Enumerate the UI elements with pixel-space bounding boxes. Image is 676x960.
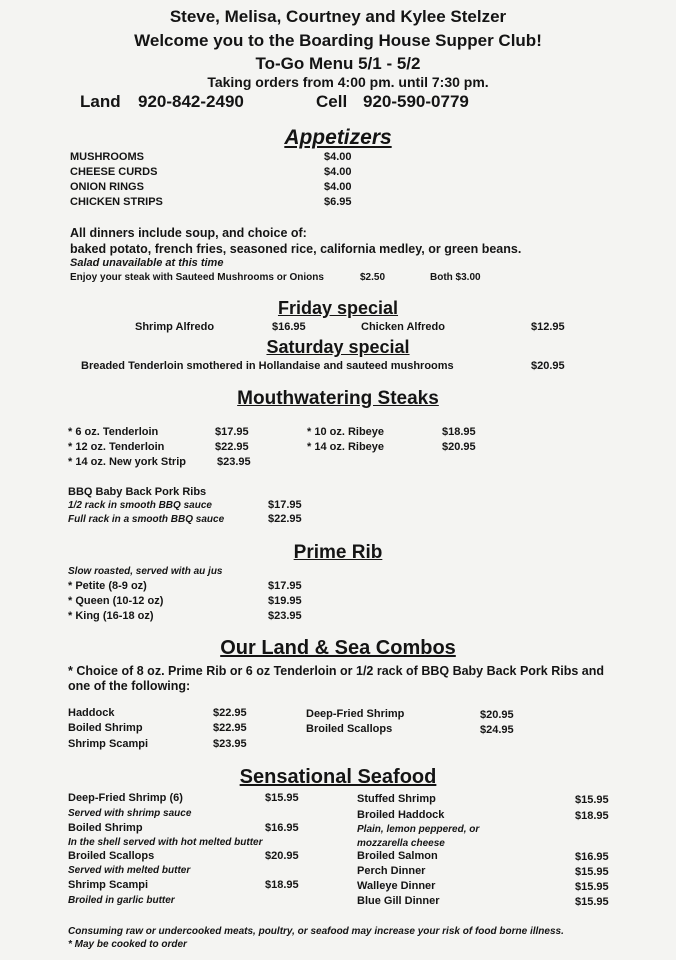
prime-rib-title: Prime Rib [293,542,383,563]
combo-price: $22.95 [213,722,247,734]
seafood-name: Broiled Scallops [68,850,155,862]
header-welcome: Welcome you to the Boarding House Supper Club! [134,31,542,50]
combos-description-cont: one of the following: [68,679,191,693]
saturday-item-name: Breaded Tenderloin smothered in Hollandaise and sauteed mushrooms [81,360,454,372]
seafood-name: Perch Dinner [357,865,426,877]
steak-name: * 10 oz. Ribeye [307,426,385,438]
combo-name: Deep-Fried Shrimp [306,708,405,720]
steak-name: * 12 oz. Tenderloin [68,441,165,453]
appetizer-name: ONION RINGS [70,181,144,193]
combo-price: $24.95 [480,724,514,736]
combo-name: Broiled Scallops [306,723,393,735]
combo-name: Shrimp Scampi [68,738,149,750]
seafood-price: $18.95 [265,879,299,891]
seafood-price: $16.95 [265,822,299,834]
cooked-to-order-note: * May be cooked to order [68,939,187,950]
combos-description: * Choice of 8 oz. Prime Rib or 6 oz Tenderloin or 1/2 rack of BBQ Baby Back Pork Ribs and [68,664,605,678]
seafood-note: Plain, lemon peppered, or [357,824,480,835]
saturday-item-price: $20.95 [531,360,565,372]
seafood-name: Boiled Shrimp [68,822,143,834]
seafood-title: Sensational Seafood [239,766,437,788]
steak-name: * 14 oz. Ribeye [307,441,385,453]
header-hours: Taking orders from 4:00 pm. until 7:30 pm. [207,74,489,90]
steak-name: * 14 oz. New york Strip [68,456,186,468]
seafood-price: $15.95 [575,866,609,878]
prime-rib-price: $17.95 [268,580,302,592]
appetizer-price: $6.95 [324,196,352,208]
seafood-name: Shrimp Scampi [68,879,149,891]
friday-special-title: Friday special [277,298,399,318]
seafood-price: $15.95 [575,794,609,806]
steak-topping-both-price: Both $3.00 [430,272,481,283]
dinners-sides-list: baked potato, french fries, seasoned rice, california medley, or green beans. [70,242,522,256]
appetizer-price: $4.00 [324,181,352,193]
steaks-title: Mouthwatering Steaks [237,388,439,409]
appetizer-name: CHICKEN STRIPS [70,196,163,208]
combo-name: Boiled Shrimp [68,722,143,734]
prime-rib-name: * Queen (10-12 oz) [68,595,164,607]
header-menu-dates: To-Go Menu 5/1 - 5/2 [255,54,421,73]
combos-title: Our Land & Sea Combos [220,637,456,659]
friday-item-name: Shrimp Alfredo [135,321,215,333]
steak-price: $22.95 [215,441,249,453]
friday-item-name: Chicken Alfredo [361,321,445,333]
friday-item-price: $16.95 [272,321,306,333]
appetizer-name: MUSHROOMS [70,151,144,163]
ribs-title: BBQ Baby Back Pork Ribs [68,486,207,498]
steak-name: * 6 oz. Tenderloin [68,426,159,438]
seafood-name: Deep-Fried Shrimp (6) [68,792,183,804]
combo-price: $20.95 [480,709,514,721]
prime-rib-note: Slow roasted, served with au jus [68,566,223,577]
seafood-name: Walleye Dinner [357,880,436,892]
saturday-special-title: Saturday special [266,337,410,357]
seafood-price: $15.95 [575,896,609,908]
seafood-price: $15.95 [575,881,609,893]
seafood-price: $20.95 [265,850,299,862]
seafood-note: mozzarella cheese [357,838,445,849]
steak-price: $20.95 [442,441,476,453]
seafood-price: $18.95 [575,810,609,822]
dinners-include-note: All dinners include soup, and choice of: [70,226,307,240]
food-safety-warning: Consuming raw or undercooked meats, poultry, or seafood may increase your risk of food borne illness. [68,926,564,937]
seafood-name: Blue Gill Dinner [357,895,440,907]
prime-rib-name: * Petite (8-9 oz) [68,580,147,592]
ribs-name: Full rack in a smooth BBQ sauce [68,514,225,525]
land-phone-number: 920-842-2490 [138,92,244,111]
appetizer-name: CHEESE CURDS [70,166,158,178]
combo-price: $22.95 [213,707,247,719]
friday-item-price: $12.95 [531,321,565,333]
seafood-name: Stuffed Shrimp [357,793,436,805]
ribs-name: 1/2 rack in smooth BBQ sauce [68,500,212,511]
appetizers-title: Appetizers [284,126,392,149]
cell-phone-number: 920-590-0779 [363,92,469,111]
land-phone-label: Land [80,92,121,111]
seafood-price: $15.95 [265,792,299,804]
combo-price: $23.95 [213,738,247,750]
steak-price: $17.95 [215,426,249,438]
seafood-note: In the shell served with hot melted butter [68,837,263,848]
ribs-price: $22.95 [268,513,302,525]
ribs-price: $17.95 [268,499,302,511]
prime-rib-price: $19.95 [268,595,302,607]
prime-rib-name: * King (16-18 oz) [68,610,154,622]
steak-topping-price: $2.50 [360,272,386,283]
seafood-price: $16.95 [575,851,609,863]
steak-topping-note: Enjoy your steak with Sauteed Mushrooms or Onions [70,272,324,283]
appetizer-price: $4.00 [324,151,352,163]
seafood-note: Broiled in garlic butter [68,895,175,906]
seafood-name: Broiled Haddock [357,809,445,821]
seafood-note: Served with melted butter [68,865,191,876]
steak-price: $23.95 [217,456,251,468]
appetizer-price: $4.00 [324,166,352,178]
header-owners: Steve, Melisa, Courtney and Kylee Stelzer [169,7,507,26]
cell-phone-label: Cell [316,92,348,111]
seafood-name: Broiled Salmon [357,850,438,862]
steak-price: $18.95 [442,426,476,438]
seafood-note: Served with shrimp sauce [68,808,192,819]
salad-unavailable-note: Salad unavailable at this time [70,257,224,269]
combo-name: Haddock [68,707,115,719]
prime-rib-price: $23.95 [268,610,302,622]
